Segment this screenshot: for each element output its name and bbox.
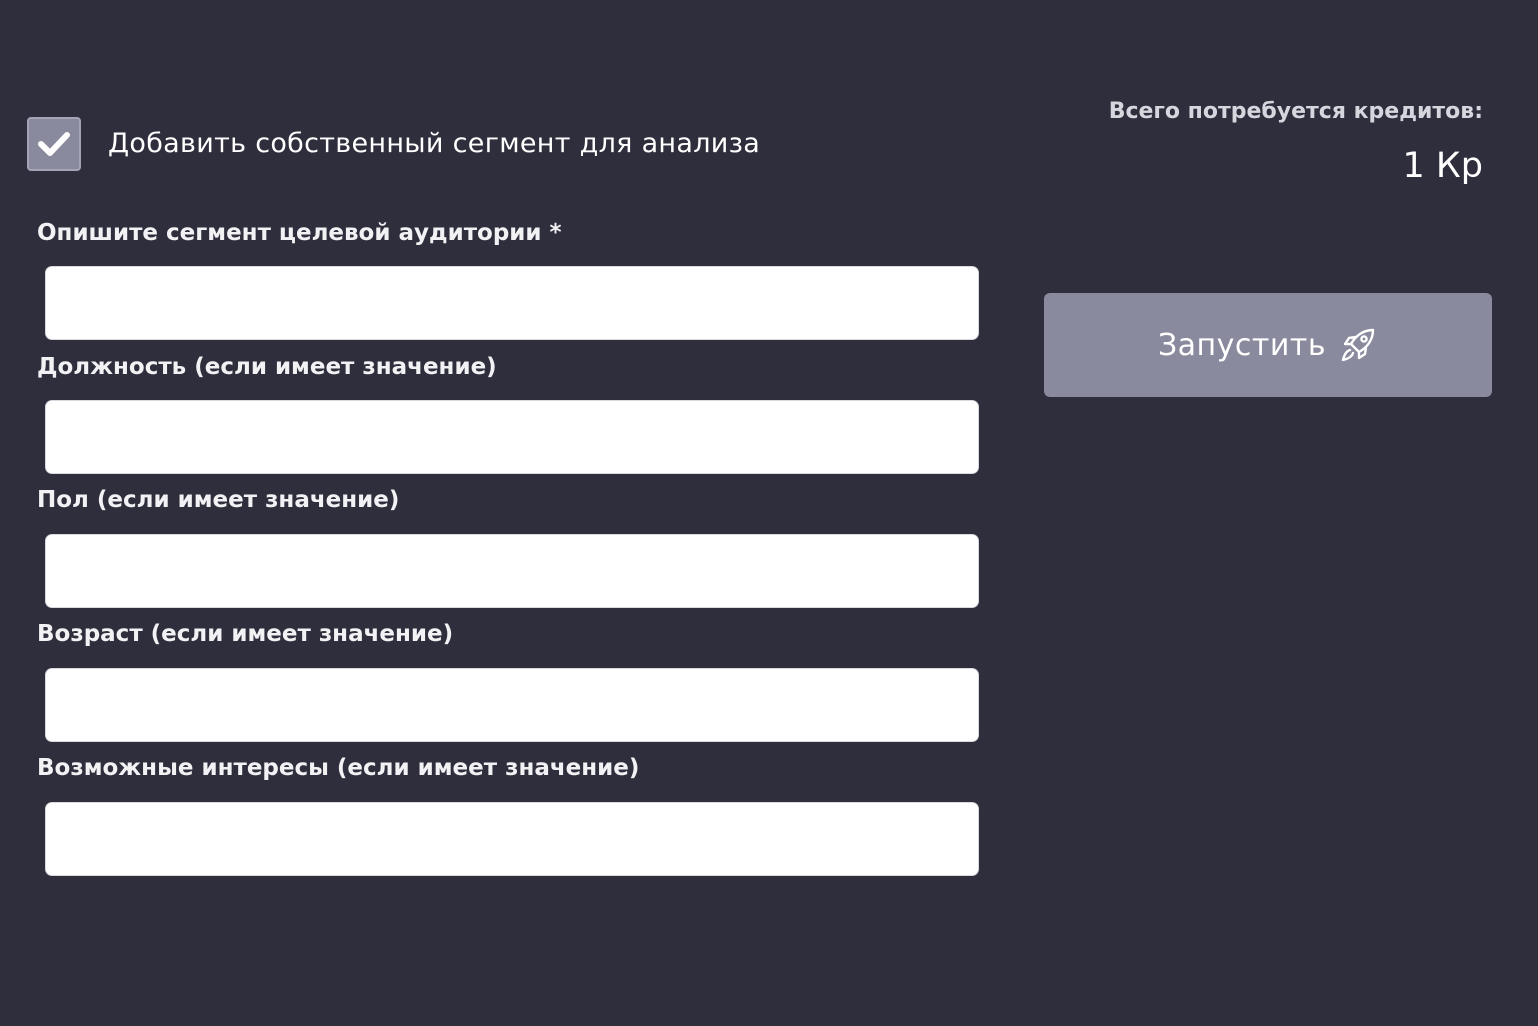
- position-input[interactable]: [45, 400, 979, 474]
- custom-segment-label: Добавить собственный сегмент для анализа: [108, 128, 761, 159]
- segment-description-label: Опишите сегмент целевой аудитории *: [37, 220, 562, 246]
- run-button[interactable]: [1044, 293, 1492, 397]
- interests-label: Возможные интересы (если имеет значение): [37, 755, 640, 781]
- credits-title: Всего потребуется кредитов:: [1108, 99, 1483, 124]
- age-label: Возраст (если имеет значение): [37, 621, 454, 647]
- gender-input[interactable]: [45, 534, 979, 608]
- checkmark-icon: [35, 129, 73, 159]
- custom-segment-checkbox[interactable]: [27, 117, 81, 171]
- segment-description-input[interactable]: [45, 266, 979, 340]
- rocket-icon: [1338, 325, 1378, 365]
- position-label: Должность (если имеет значение): [37, 354, 497, 380]
- gender-label: Пол (если имеет значение): [37, 487, 400, 513]
- custom-segment-toggle[interactable]: [27, 115, 760, 172]
- age-input[interactable]: [45, 668, 979, 742]
- credits-value: 1 Кр: [1402, 146, 1483, 186]
- interests-input[interactable]: [45, 802, 979, 876]
- run-button-label: Запустить: [1157, 327, 1327, 363]
